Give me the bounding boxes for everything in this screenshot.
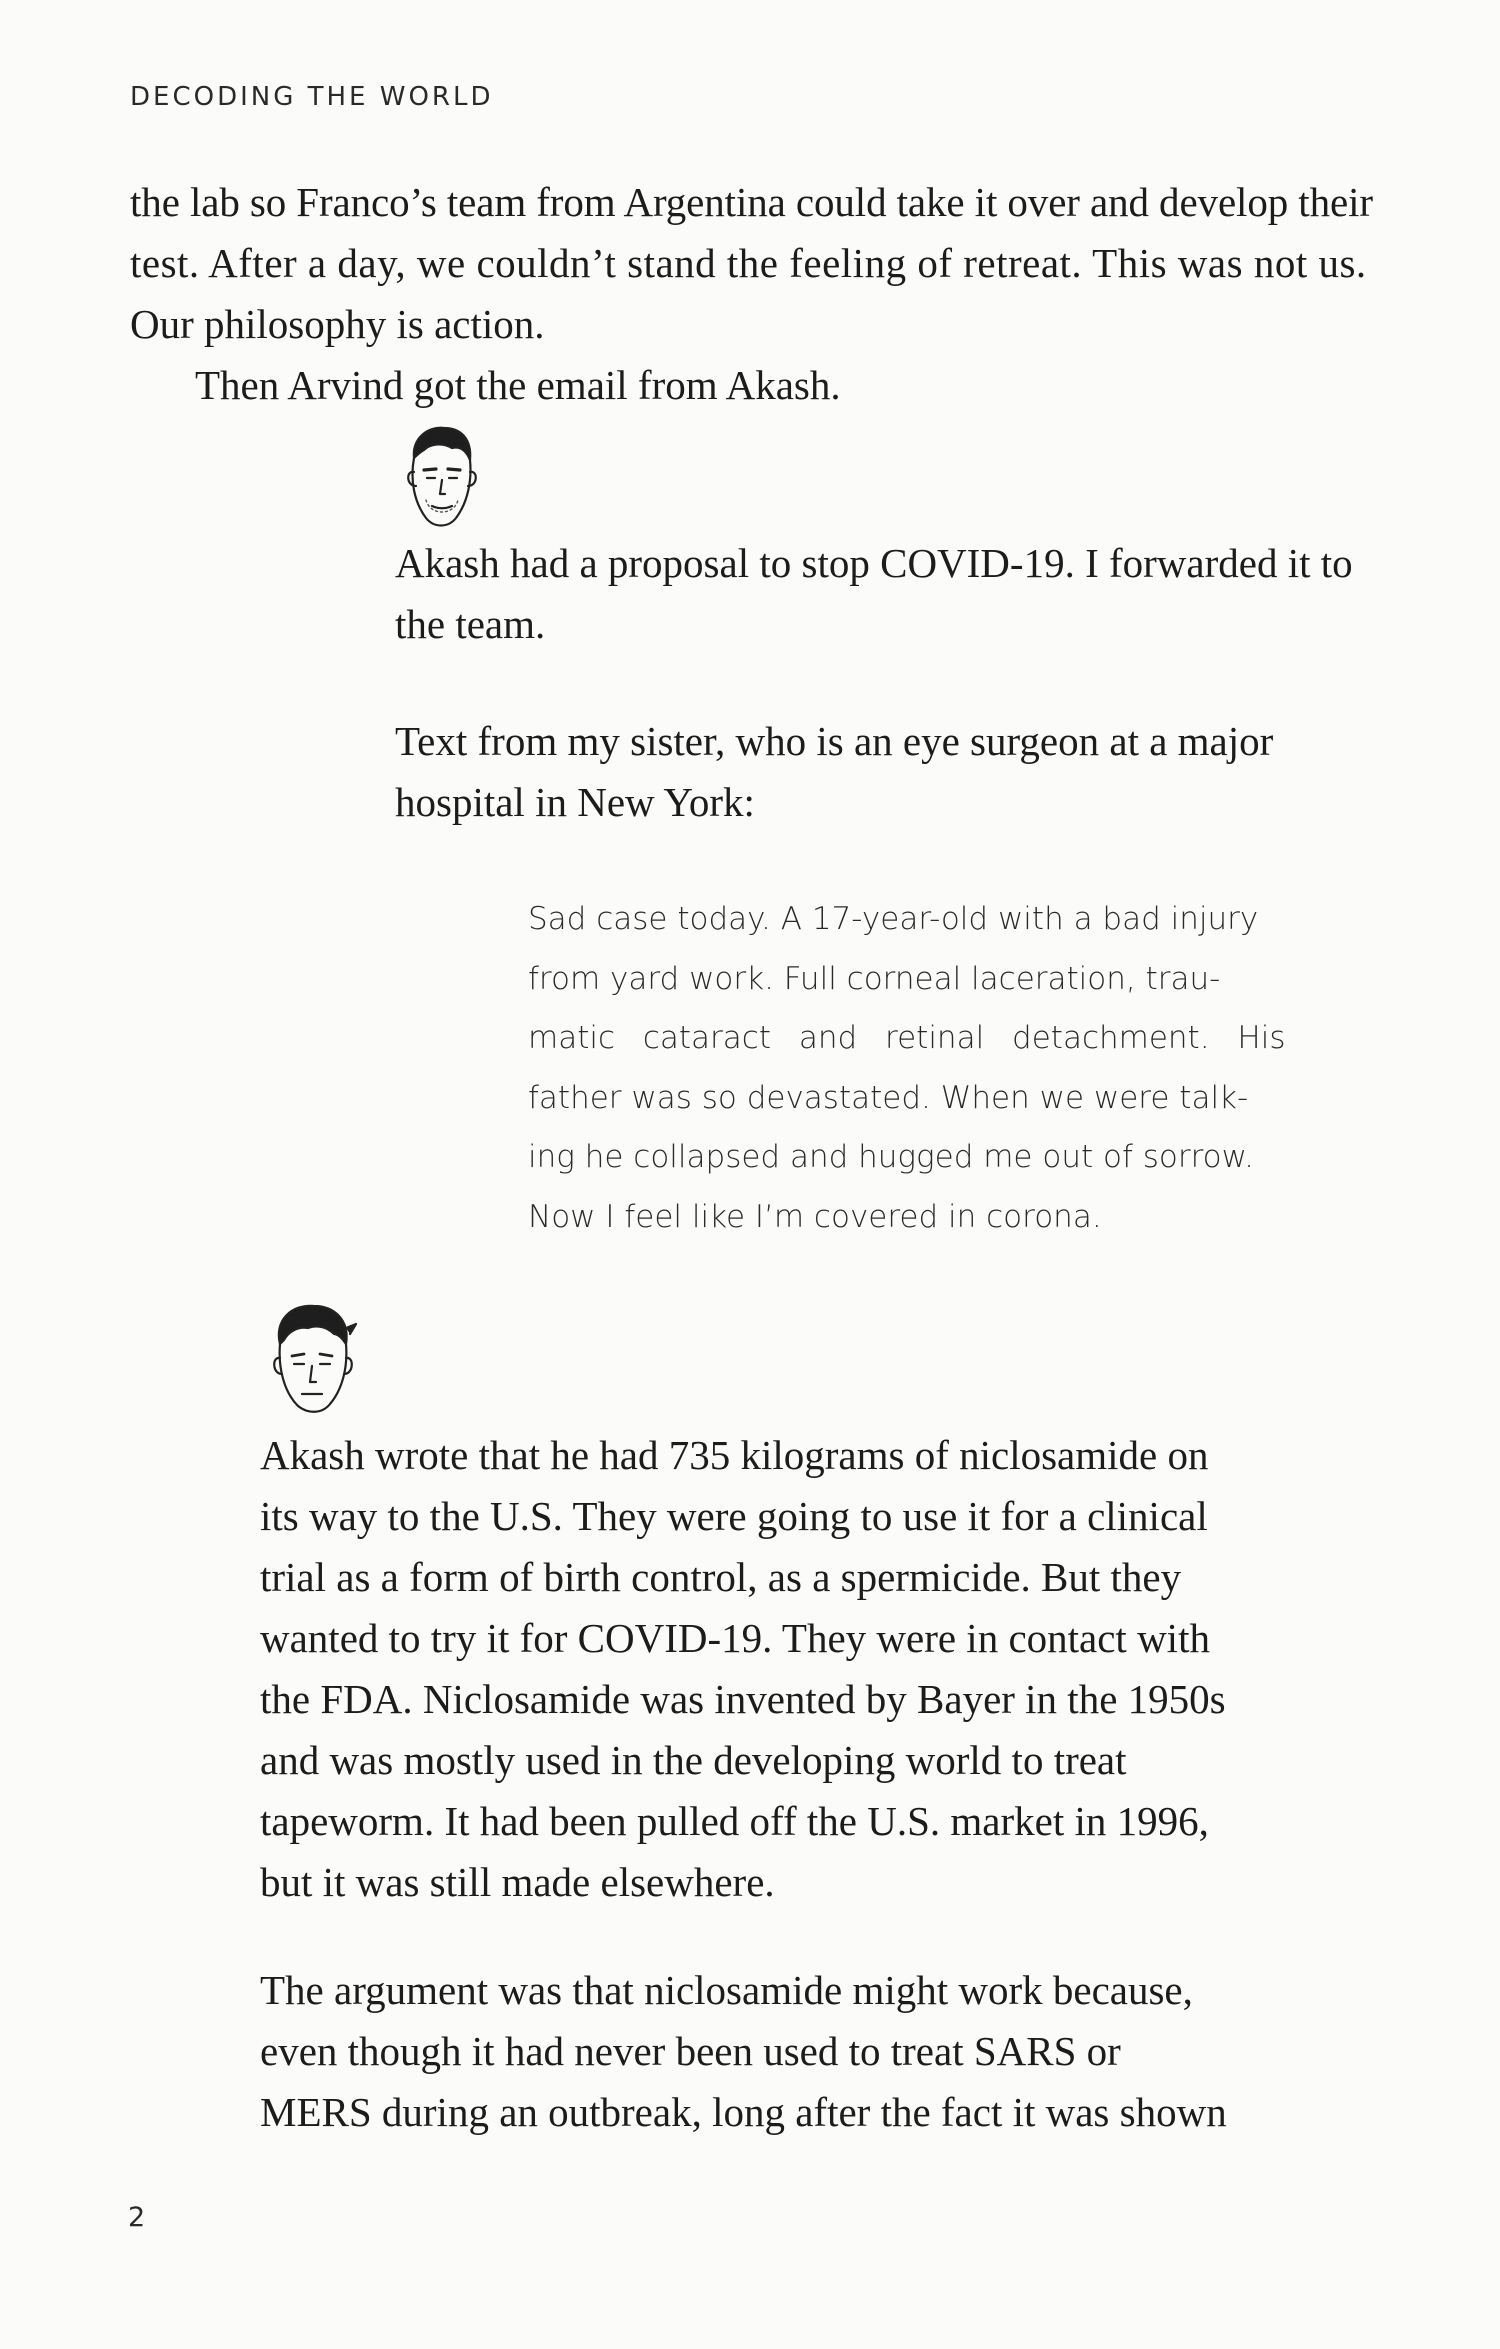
akash-p1-line-7: tapeworm. It had been pulled off the U.S. market in 1996, xyxy=(260,1798,1209,1844)
transition-paragraph xyxy=(195,355,1295,416)
akash-paragraph-2 xyxy=(260,1960,1310,2143)
quote-line-4: father was so devastated. When we were talk- xyxy=(528,1079,1249,1116)
opening-line-2: test. After a day, we couldn’t stand the feeling of retreat. This was not us. xyxy=(130,240,1367,286)
transition-line: Then Arvind got the email from Akash. xyxy=(195,362,841,408)
akash-p1-line-6: and was mostly used in the developing world to treat xyxy=(260,1737,1127,1783)
akash-p2-line-3: MERS during an outbreak, long after the fact it was shown xyxy=(260,2089,1227,2135)
akash-portrait-icon xyxy=(258,1298,366,1426)
arvind-p1-line-2: the team. xyxy=(395,601,546,647)
akash-p2-line-2: even though it had never been used to treat SARS or xyxy=(260,2028,1121,2074)
arvind-portrait-icon xyxy=(390,420,490,538)
arvind-p2-line-2: hospital in New York: xyxy=(395,779,755,825)
sister-text-message xyxy=(528,890,1328,1247)
opening-line-1: the lab so Franco’s team from Argentina could take it over and develop their xyxy=(130,179,1373,225)
akash-p1-line-8: but it was still made elsewhere. xyxy=(260,1859,775,1905)
akash-p1-line-4: wanted to try it for COVID-19. They were in contact with xyxy=(260,1615,1210,1661)
akash-p1-line-1: Akash wrote that he had 735 kilograms of niclosamide on xyxy=(260,1432,1209,1478)
page-number: 2 xyxy=(128,2202,146,2233)
opening-line-3: Our philosophy is action. xyxy=(130,301,545,347)
arvind-paragraph-2 xyxy=(395,711,1395,833)
akash-p1-line-5: the FDA. Niclosamide was invented by Bayer in the 1950s xyxy=(260,1676,1226,1722)
arvind-p2-line-1: Text from my sister, who is an eye surgeon at a major xyxy=(395,718,1274,764)
opening-paragraph xyxy=(130,172,1398,355)
arvind-p1-line-1: Akash had a proposal to stop COVID-19. I forwarded it to xyxy=(395,540,1353,586)
quote-line-3: matic cataract and retinal detachment. His xyxy=(528,1020,1286,1056)
quote-line-5: ing he collapsed and hugged me out of sorrow. xyxy=(528,1139,1254,1175)
arvind-paragraph-1 xyxy=(395,533,1395,655)
akash-p1-line-3: trial as a form of birth control, as a spermicide. But they xyxy=(260,1554,1182,1600)
running-head: DECODING THE WORLD xyxy=(130,82,494,112)
quote-line-1: Sad case today. A 17-year-old with a bad injury xyxy=(528,901,1259,937)
quote-line-6: Now I feel like I’m covered in corona. xyxy=(528,1198,1102,1235)
quote-line-2: from yard work. Full corneal laceration, trau- xyxy=(528,960,1221,997)
akash-p2-line-1: The argument was that niclosamide might work because, xyxy=(260,1967,1193,2013)
akash-paragraph-1 xyxy=(260,1425,1310,1913)
akash-p1-line-2: its way to the U.S. They were going to use it for a clinical xyxy=(260,1493,1208,1539)
